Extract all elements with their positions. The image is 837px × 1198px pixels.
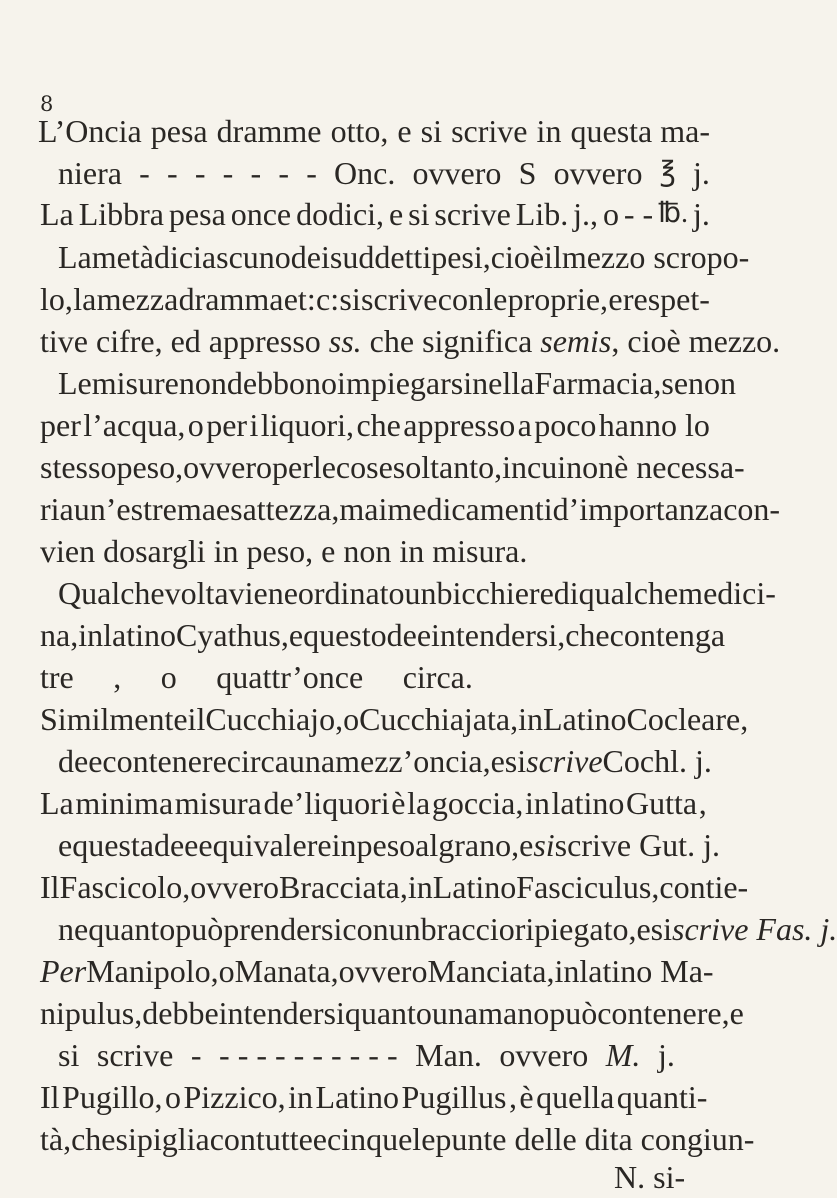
- text-line: tre , o quattr’once circa.: [40, 659, 473, 695]
- text-line: e questa dee equivalere in peso al grano, e si scrive Gut. j.: [58, 827, 720, 863]
- text-line: niera - - - - - - - Onc. ovvero S ovvero ℥ j.: [58, 152, 710, 194]
- ounce-symbol: ℥: [659, 157, 676, 188]
- text-line: ria un’estrema esattezza, ma i medicamenti d’importanza con-: [40, 491, 781, 527]
- pound-symbol: ℔.: [658, 198, 689, 229]
- text-line: Le misure non debbono impiegarsi nella Farmacia, se non: [58, 365, 737, 401]
- text-line: vien dosargli in peso, e non in misura.: [40, 533, 528, 569]
- text-line: ne quanto può prendersi con un braccio ripiegato, e si scrive Fas. j.: [58, 911, 837, 947]
- text-line: na, in latino Cyathus, e questo dee intendersi, che contenga: [40, 617, 726, 653]
- text-line: Per Manipolo , o Manata , ovvero Manciata , in latino Ma-: [40, 953, 714, 989]
- text-line: lo, la mezza dramma et: c: si scrive con le proprie, e respet-: [40, 281, 710, 317]
- text-line: La Libbra pesa once dodici, e si scrive Lib. j., o - - ℔. j.: [40, 193, 710, 235]
- text-line: Il Fascicolo , ovvero Bracciata , in Latino Fasciculus , contie-: [40, 869, 749, 905]
- text-line: La minima misura de’liquori è la goccia, in latino Gutta ,: [40, 785, 707, 821]
- text-line: per l’acqua, o per i liquori, che appresso a poco hanno lo: [40, 407, 710, 443]
- text-line: nipulus, debbe intendersi quanto una mano può contenere , e: [40, 995, 744, 1031]
- catchword: N. si-: [614, 1159, 686, 1195]
- text-line: Qualche volta viene ordinato un bicchiere di qualche medici-: [58, 575, 776, 611]
- text-line: Il Pugillo, o Pizzico, in Latino Pugillus , è quella quanti-: [40, 1079, 708, 1115]
- text-line: La metà di ciascuno dei suddetti pesi, cioè il mezzo scropo-: [58, 239, 750, 275]
- text-line: Similmente il Cucchiajo, o Cucchiajata , in Latino Cocleare ,: [40, 701, 749, 737]
- text-line: tà, che si piglia con tutte e cinque le punte delle dita congiun-: [40, 1121, 755, 1157]
- text-line: L’Oncia pesa dramme otto, e si scrive in questa ma-: [38, 113, 710, 149]
- text-line: stesso peso, ovvero per le cose soltanto, in cui non è necessa-: [40, 449, 745, 485]
- text-line: tive cifre, ed appresso ss. che significa semis, cioè mezzo.: [40, 323, 781, 359]
- page-number: 8: [40, 92, 54, 116]
- text-line: dee contenere circa una mezz’oncia, e si scrive Cochl. j.: [58, 743, 712, 779]
- text-line: si scrive - - - - - - - - - - - Man. ovvero M. j.: [58, 1037, 675, 1073]
